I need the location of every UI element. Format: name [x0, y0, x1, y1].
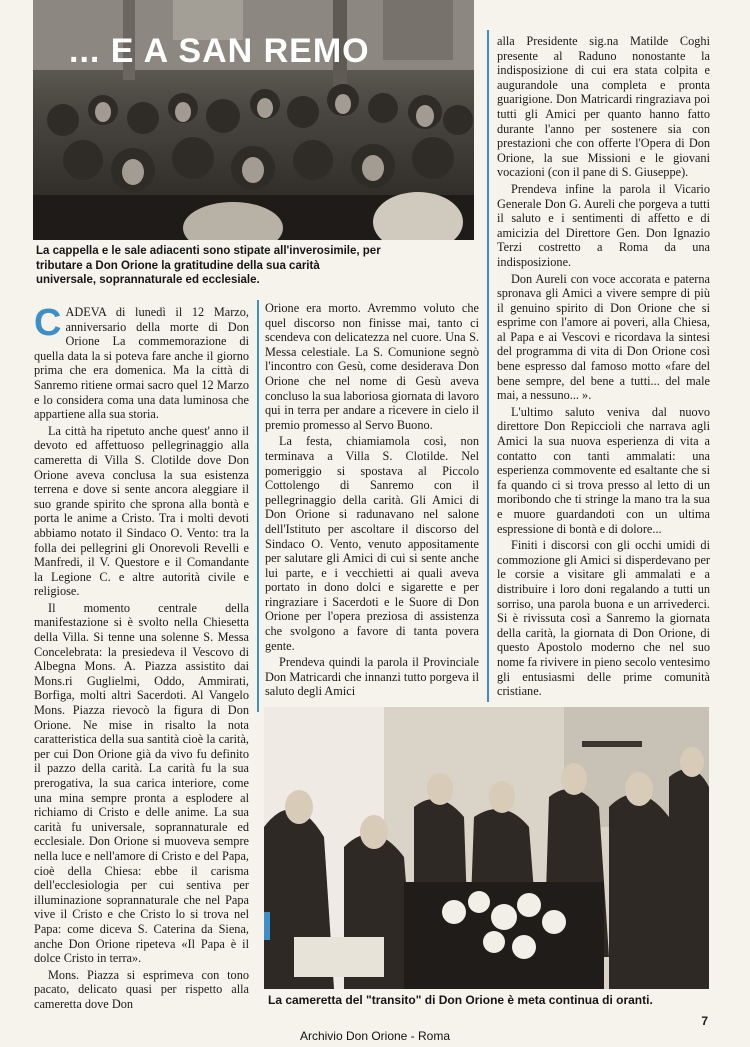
article-paragraph: Don Aureli con voce accorata e paterna spronava gli Amici a vivere sempre di più il genuino spirito di Don Orione che si esprime con l'amore ai poveri, alla Chiesa, al Papa e ai Vescovi e ricordava la sintesi del programma di vita di Don Orione così bene espresso dal famoso motto «fare del bene sempre, del bene a tutti... del male mai, a nessuno... ».: [497, 271, 710, 403]
article-paragraph: CADEVA di lunedì il 12 Marzo, anniversario della morte di Don Orione La commemorazione di quella data la si poteva fare anche il giorno prima che era domenica. Ma la città di Sanremo ritiene ormai sacro quel 12 Marzo e lo considera coma una data luminosa che appartiene alla sua storia.: [34, 302, 249, 422]
article-paragraph: Il momento centrale della manifestazione si è svolto nella Chiesetta della Villa. Si tenne una solenne S. Messa Concelebrata: la presiedeva il Vescovo di Albegna Mons. A. Piazza assistito dai Mons.ri Guglielmi, Oddo, Ammirati, Borfiga, molti altri Sacerdoti. Al Vangelo Mons. Piazza rievocò la figura di Don Orione. Ne mise in risalto la nota caratteristica della sua santità cioè la carità, per cui Don Orione già da vivo fu definito il pazzo della carità. La carità fu la sua prerogativa, la sua carica interiore, come una mina sempre pronta a esplodere al richiamo di Cristo e delle anime. La sua carità fu universale, soprannaturale ed ecclesiale. Don Orione si muoveva sempre nella luce e nell'amore di Cristo e del Papa, cioè della Chiesa: ebbe il carisma dell'ecclesiologia per cui sentiva per illuminazione soprannaturale che nel Papa vive il Cristo e che Cristo lo si trova nel Papa: come diceva S. Caterina da Siena, anche Don Orione ripeteva «Il Papa è il dolce Cristo in terra».: [34, 600, 249, 966]
archive-footer: Archivio Don Orione - Roma: [299, 1029, 451, 1043]
article-paragraph: La città ha ripetuto anche quest' anno il devoto ed affettuoso pellegrinaggio alla cameretta di Villa S. Clotilde dove Don Orione aveva conclusa la sua esistenza terrena e dove si sente ancora aleggiare il suo grande spirito che sprona alla bontà e porta le anime a Cristo. Tra i molti devoti abbiamo notato il Sindaco O. Vento: tra la folla dei pellegrini gli Onorevoli Revelli e Manfredi, il V. Questore e il Comandante la Legione C. e altre autorità civile e religiose.: [34, 423, 249, 599]
article-paragraph: Mons. Piazza si esprimeva con tono pacato, delicato quasi per rispetto alla cameretta dove Don: [34, 967, 249, 1011]
room-image: [264, 707, 709, 989]
dropcap-letter: C: [34, 302, 62, 344]
column-divider: [487, 30, 489, 702]
bottom-photo-transito-room: [264, 707, 709, 989]
top-photo-crowd-chapel: [33, 0, 474, 240]
article-paragraph: L'ultimo saluto veniva dal nuovo direttore Don Repiccioli che narrava agli Amici la sua nuova esperienza di vita a contatto con tanti ammalati: una esperienza commovente ed esaltante che si fa quando ci si trova presso al letto di un moribondo che ti stringe la mano tra la sua e muore guardandoti con un ultima espressione di bontà e di dolore...: [497, 404, 710, 536]
article-column-2: [265, 301, 479, 701]
article-paragraph: Orione era morto. Avremmo voluto che quel discorso non finisse mai, tanto ci scendeva con delicatezza nel cuore. Una S. Messa celestiale. La S. Comunione segnò l'incontro con Gesù, come desiderava Don Orione che nel nome di Gesù aveva concluso la sua laboriosa giornata di lavoro qui in terra per andare a ricevere in cielo il premio promesso al Servo Buono.: [265, 301, 479, 432]
page-number: 7: [701, 1014, 708, 1028]
article-paragraph: alla Presidente sig.na Matilde Coghi presente al Raduno nonostante la indisposizione di cui era stata colpita e augurandole una completa e pronta guarigione. Don Matricardi ringraziava poi tutti gli Amici per quanto hanno fatto durante l'anno per sostenere sia con prestazioni che con offerte l'Opera di Don Orione, la sue Missioni e le giovani vocazioni (con il pane di S. Giuseppe).: [497, 34, 710, 180]
headline: ... E A SAN REMO: [69, 32, 370, 70]
article-paragraph: La festa, chiamiamola così, non terminava a Villa S. Clotilde. Nel pomeriggio si spostava al Piccolo Cottolengo di Sanremo con il pellegrinaggio della carità. Gli Amici di Don Orione si radunavano nel salone dell'Istituto per ascoltare il discorso del Sindaco O. Vento, venuto appositamente per salutare gli Amici di cui si sente anche lui parte, e i vecchietti ai quali aveva portato in dono dolci e sigarette e per ringraziare i Sacerdoti e le Suore di Don Orione per l'opera preziosa di assistenza che svolgono a favore di tanta povera gente.: [265, 434, 479, 653]
article-column-1: [34, 302, 249, 1014]
article-paragraph: Prendeva quindi la parola il Provinciale Don Matricardi che innanzi tutto porgeva il saluto degli Amici: [265, 655, 479, 699]
column-divider: [257, 300, 259, 712]
article-paragraph: Finiti i discorsi con gli occhi umidi di commozione gli Amici si disperdevano per le corsie a visitare gli ammalati e a distribuire i loro doni regalando a tutti un sorriso, una parola buona e un arrivederci. Si è rivissuta così a Sanremo la giornata della carità, la giornata di Don Orione, di questo Apostolo moderno che nel suo nome fa rivivere in pieno secolo ventesimo gli entusiasmi delle prime comunità cristiane.: [497, 538, 710, 699]
article-column-3: [497, 34, 710, 701]
top-photo-caption: La cappella e le sale adiacenti sono stipate all'inverosimile, per tributare a Don Orione la gratitudine della sua carità universale, soprannaturale ed ecclesiale.: [36, 245, 381, 286]
blue-accent-mark: [264, 912, 270, 940]
bottom-photo-caption: La cameretta del "transito" di Don Orione è meta continua di oranti.: [268, 993, 653, 1007]
article-paragraph: Prendeva infine la parola il Vicario Generale Don G. Aureli che porgeva a tutti il saluto e i sentimenti di affetto e di amicizia del Direttore Gen. Don Ignazio Terzi costretto a Roma da una indisposizione.: [497, 181, 710, 269]
